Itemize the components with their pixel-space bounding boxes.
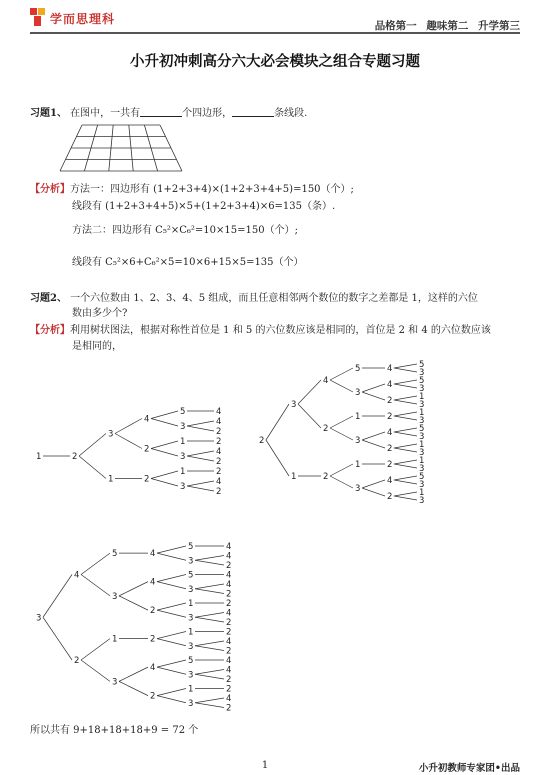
tree-node-digit: 2	[72, 452, 78, 462]
tree-edge	[187, 426, 214, 431]
tree-node-digit: 4	[150, 549, 156, 560]
answer-blank-segments[interactable]	[232, 106, 274, 117]
tree-edge	[119, 667, 148, 681]
tree-node-digit: 4	[323, 376, 329, 386]
tree-edge	[394, 412, 417, 416]
tree-node-digit: 3	[108, 429, 114, 440]
analysis-tag: 【分析】	[30, 325, 70, 336]
tree-edge	[330, 428, 353, 440]
analysis-1-line-1	[30, 183, 354, 197]
analysis-1-line-2: 线段有 (1+2+3+4+5)×5+(1+2+3+4)×6=135（条）.	[72, 201, 336, 212]
tree-edge	[195, 670, 224, 675]
tree-edge	[187, 451, 214, 456]
tree-node-digit: 3	[188, 584, 194, 595]
brand-name: 学而思理科	[50, 12, 116, 26]
question-1-label: 习题1、	[30, 108, 67, 119]
tree-edge	[394, 416, 417, 420]
tree-node-digit: 2	[226, 599, 232, 609]
tree-node-digit: 4	[226, 542, 232, 552]
tree-edge	[298, 404, 321, 428]
tree-edge	[394, 464, 417, 468]
page-title: 小升初冲刺高分六大必会模块之组合专题习题	[130, 54, 420, 70]
tree-node-digit: 3	[419, 368, 425, 378]
tree-edge	[157, 575, 186, 582]
tree-edge	[157, 553, 186, 560]
tree-node-digit: 5	[188, 542, 194, 552]
tree-edge	[119, 681, 148, 695]
tree-node-digit: 2	[226, 646, 232, 657]
tree-edge	[187, 421, 214, 426]
tree-node-digit: 3	[419, 384, 425, 394]
tree-node-digit: 3	[419, 416, 425, 426]
analysis-1-line-4: 线段有 C₅²×6+C₆²×5=10×6+15×5=135（个）	[72, 257, 304, 268]
tree-node-digit: 2	[387, 444, 393, 454]
tree-node-digit: 2	[226, 618, 232, 628]
tree-edge	[157, 667, 186, 674]
tree-node-digit: 3	[180, 422, 186, 432]
tree-node-digit: 3	[180, 452, 186, 462]
question-2-label: 习题2、	[30, 293, 67, 304]
tree-edge	[157, 582, 186, 589]
tree-node-digit: 3	[355, 436, 361, 446]
tree-edge	[195, 641, 224, 646]
tree-edge	[151, 411, 178, 419]
tree-node-digit: 2	[150, 691, 156, 702]
tree-edge	[394, 476, 417, 480]
tree-node-digit: 3	[36, 613, 42, 624]
analysis-tag: 【分析】	[30, 184, 70, 195]
tree-edge	[330, 380, 353, 392]
tree-node-digit: 5	[188, 656, 194, 666]
tree-edge	[394, 380, 417, 384]
tree-diagram-start-2	[255, 358, 455, 523]
tree-edge	[394, 460, 417, 464]
tree-edge	[362, 384, 385, 392]
tree-node-digit: 3	[419, 400, 425, 410]
header-slogan: 品格第一 趣味第二 升学第三	[374, 20, 520, 32]
tree-node-digit: 3	[355, 388, 361, 398]
tree-edge	[394, 364, 417, 368]
tree-edge	[151, 449, 178, 457]
tree-node-digit: 2	[150, 634, 156, 645]
tree-node-digit: 2	[226, 684, 232, 695]
tree-node-digit: 4	[144, 414, 150, 425]
tree-node-digit: 3	[188, 641, 194, 652]
tree-node-digit: 3	[188, 613, 194, 624]
tree-edge	[187, 481, 214, 486]
tree-edge	[298, 380, 321, 404]
tree-edge	[362, 432, 385, 440]
tree-node-digit: 5	[419, 360, 425, 370]
tree-node-digit: 4	[226, 694, 232, 704]
tree-node-digit: 3	[112, 677, 118, 688]
tree-node-digit: 2	[216, 487, 222, 497]
tree-edge	[119, 596, 148, 610]
tree-node-digit: 4	[387, 428, 393, 438]
tree-node-digit: 5	[419, 376, 425, 386]
tree-edge	[195, 646, 224, 651]
tree-node-digit: 3	[419, 432, 425, 442]
tree-edge	[115, 419, 142, 434]
tree-edge	[151, 471, 178, 479]
tree-edge	[362, 392, 385, 400]
tree-edge	[157, 660, 186, 667]
tree-node-digit: 2	[226, 675, 232, 685]
tree-node-digit: 1	[36, 452, 42, 462]
tree-node-digit: 3	[419, 480, 425, 490]
tree-node-digit: 5	[419, 472, 425, 482]
question-2-text-1: 一个六位数由 1、2、3、4、5 组成，而且任意相邻两个数位的数字之差都是 1，这样的六位	[70, 293, 478, 304]
tree-node-digit: 4	[150, 577, 156, 588]
tree-node-digit: 1	[108, 474, 114, 485]
tree-node-digit: 2	[387, 460, 393, 470]
tree-node-digit: 1	[291, 472, 297, 482]
tree-edge	[266, 440, 289, 476]
question-2-line-2: 数由多少个?	[72, 308, 128, 319]
tree-edge	[157, 689, 186, 696]
tree-edge	[394, 432, 417, 436]
tree-edge	[394, 492, 417, 496]
tree-node-digit: 1	[188, 627, 194, 638]
tree-node-digit: 4	[226, 665, 232, 676]
analysis-2-line-1	[30, 324, 491, 338]
tree-edge	[195, 703, 224, 708]
tree-node-digit: 3	[419, 496, 425, 506]
question-1-text-a: 在图中，一共有	[70, 108, 141, 119]
tree-node-digit: 4	[216, 407, 222, 417]
tree-edge	[119, 582, 148, 596]
tree-node-digit: 1	[188, 684, 194, 695]
tree-node-digit: 4	[226, 580, 232, 590]
tree-node-digit: 2	[387, 492, 393, 502]
tree-edge	[195, 698, 224, 703]
tree-edge	[195, 589, 224, 594]
tree-node-digit: 4	[216, 417, 222, 427]
tree-edge	[81, 639, 110, 660]
tree-edge	[157, 696, 186, 703]
tree-diagram-start-1	[32, 405, 247, 525]
tree-node-digit: 4	[226, 637, 232, 647]
tree-edge	[394, 496, 417, 500]
tree-node-digit: 5	[112, 549, 118, 560]
tree-node-digit: 1	[188, 599, 194, 609]
tree-edge	[79, 434, 106, 457]
tree-edge	[394, 368, 417, 372]
tree-edge	[157, 546, 186, 553]
tree-node-digit: 1	[180, 467, 186, 477]
tree-edge	[115, 434, 142, 449]
tree-edge	[394, 428, 417, 432]
tree-node-digit: 2	[150, 606, 156, 617]
tree-node-digit: 2	[387, 412, 393, 422]
tree-edge	[187, 486, 214, 491]
tree-edge	[81, 575, 110, 596]
tree-edge	[330, 464, 353, 476]
tree-node-digit: 1	[355, 412, 361, 422]
tree-edge	[79, 456, 106, 479]
tree-node-digit: 2	[226, 703, 232, 714]
tree-node-digit: 4	[216, 447, 222, 457]
tree-edge	[394, 448, 417, 452]
tree-node-digit: 4	[387, 380, 393, 390]
tree-edge	[187, 456, 214, 461]
analysis-2-text-1: 利用树状图法，根据对称性首位是 1 和 5 的六位数应该是相同的，首位是 2 和 4 的六位数应该	[70, 325, 491, 336]
analysis-2-line-2: 是相同的，	[72, 341, 122, 352]
tree-node-digit: 4	[387, 364, 393, 374]
tree-node-digit: 2	[226, 627, 232, 638]
tree-node-digit: 3	[112, 591, 118, 602]
question-1-text-b: 个四边形，	[182, 108, 233, 119]
tree-edge	[195, 584, 224, 589]
tree-node-digit: 3	[180, 482, 186, 492]
header-divider	[30, 32, 520, 34]
tree-edge	[157, 632, 186, 639]
tree-edge	[151, 441, 178, 449]
tree-node-digit: 3	[188, 556, 194, 567]
tree-edge	[266, 404, 289, 440]
tree-node-digit: 4	[74, 570, 80, 581]
tree-edge	[151, 479, 178, 487]
analysis-1-line-3: 方法二：四边形有 C₅²×C₆²=10×15=150（个）;	[72, 225, 298, 236]
tree-node-digit: 1	[419, 408, 425, 418]
tree-edge	[330, 476, 353, 488]
tree-node-digit: 2	[259, 436, 265, 446]
tree-node-digit: 3	[355, 484, 361, 494]
tree-edge	[151, 419, 178, 427]
analysis-1-text-1: 方法一：四边形有 (1+2+3+4)×(1+2+3+4+5)=150（个）;	[70, 184, 354, 195]
tree-diagram-start-3	[32, 540, 267, 714]
tree-node-digit: 4	[226, 570, 232, 581]
analysis-2-conclusion: 所以共有 9+18+18+18+9 = 72 个	[30, 725, 199, 736]
tree-edge	[43, 575, 72, 618]
tree-node-digit: 1	[180, 437, 186, 447]
tree-edge	[330, 368, 353, 380]
question-1-text-c: 条线段.	[274, 108, 308, 119]
tree-node-digit: 3	[188, 698, 194, 709]
tree-edge	[330, 416, 353, 428]
tree-node-digit: 2	[226, 589, 232, 600]
tree-edge	[394, 444, 417, 448]
tree-node-digit: 4	[226, 656, 232, 666]
tree-edge	[157, 603, 186, 610]
tree-node-digit: 2	[387, 396, 393, 406]
tree-node-digit: 2	[323, 472, 329, 482]
tree-edge	[157, 639, 186, 646]
tree-node-digit: 1	[419, 488, 425, 498]
tree-edge	[362, 480, 385, 488]
tree-node-digit: 2	[323, 424, 329, 434]
tree-node-digit: 1	[419, 440, 425, 450]
tree-node-digit: 4	[216, 477, 222, 487]
tree-edge	[394, 480, 417, 484]
tree-edge	[81, 660, 110, 681]
tree-node-digit: 4	[387, 476, 393, 486]
tree-node-digit: 2	[74, 656, 80, 666]
tree-node-digit: 5	[419, 424, 425, 434]
tree-node-digit: 3	[419, 448, 425, 458]
tree-node-digit: 1	[355, 460, 361, 470]
tree-node-digit: 4	[226, 608, 232, 619]
tree-node-digit: 5	[355, 364, 361, 374]
tree-node-digit: 2	[144, 444, 150, 455]
tree-node-digit: 4	[226, 551, 232, 562]
tree-edge	[362, 488, 385, 496]
tree-edge	[195, 617, 224, 622]
tree-node-digit: 2	[216, 467, 222, 477]
tree-edge	[81, 553, 110, 574]
trapezoid-grid-figure	[60, 125, 185, 175]
tree-node-digit: 5	[180, 407, 186, 417]
tree-node-digit: 1	[419, 392, 425, 402]
tree-edge	[394, 400, 417, 404]
tree-edge	[195, 560, 224, 565]
tree-node-digit: 1	[112, 634, 118, 645]
tree-node-digit: 3	[419, 464, 425, 474]
tree-edge	[394, 396, 417, 400]
tree-node-digit: 2	[216, 457, 222, 467]
tree-node-digit: 2	[216, 437, 222, 447]
tree-node-digit: 2	[226, 561, 232, 571]
tree-edge	[43, 617, 72, 660]
brand-logo-icon	[30, 8, 46, 26]
tree-node-digit: 3	[188, 670, 194, 681]
tree-edge	[195, 556, 224, 561]
tree-edge	[195, 674, 224, 679]
tree-node-digit: 3	[291, 400, 297, 410]
tree-edge	[195, 613, 224, 618]
tree-edge	[362, 440, 385, 448]
tree-edge	[394, 384, 417, 388]
answer-blank-quadrilaterals[interactable]	[140, 106, 182, 117]
footer-publisher: 小升初教师专家团•出品	[418, 763, 520, 774]
question-1	[30, 106, 307, 121]
question-2-line-1	[30, 292, 478, 306]
tree-node-digit: 2	[216, 427, 222, 437]
tree-node-digit: 5	[188, 570, 194, 581]
tree-node-digit: 4	[150, 663, 156, 674]
page-number: 1	[261, 760, 269, 771]
tree-edge	[157, 610, 186, 617]
tree-node-digit: 1	[419, 456, 425, 466]
tree-node-digit: 2	[144, 474, 150, 485]
